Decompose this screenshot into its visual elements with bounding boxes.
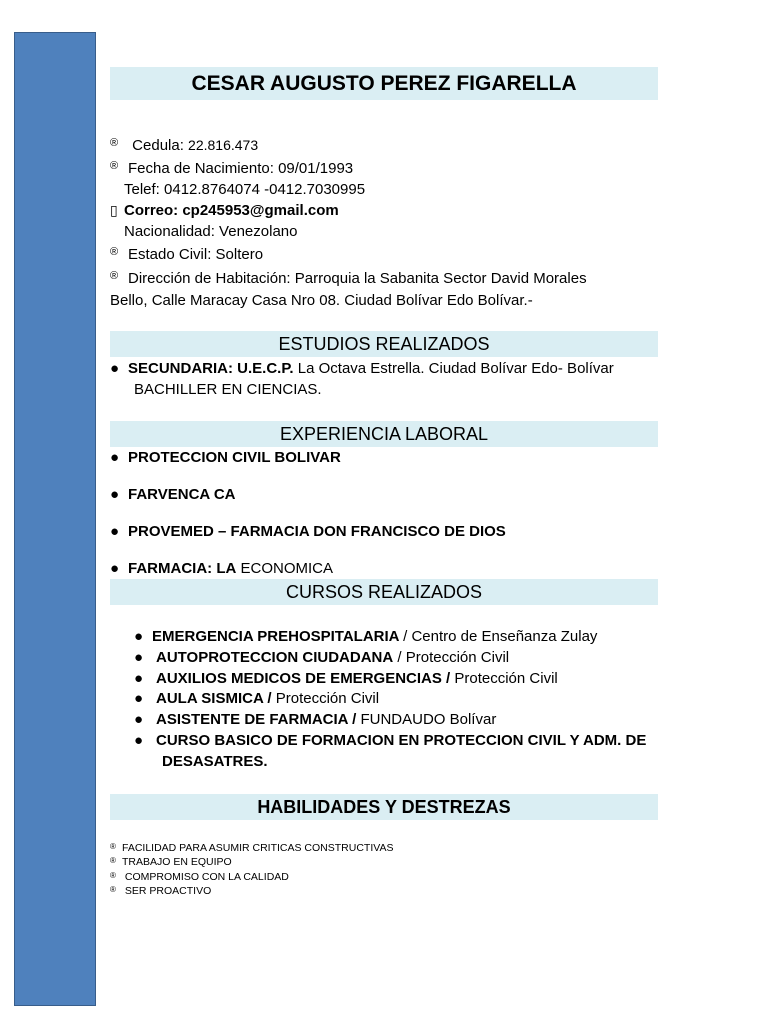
bullet-icon: ● <box>134 732 144 749</box>
cedula-line <box>110 137 258 154</box>
cedula-label: Cedula: <box>132 137 184 154</box>
skill-text: TRABAJO EN EQUIPO <box>122 856 232 868</box>
course-item-rest: FUNDAUDO Bolívar <box>356 711 497 728</box>
course-item-bold: AUXILIOS MEDICOS DE EMERGENCIAS / <box>156 670 451 687</box>
skill-item <box>110 842 394 854</box>
skill-text: COMPROMISO CON LA CALIDAD <box>122 871 289 883</box>
registered-icon: ® <box>110 885 116 894</box>
course-item-bold: ASISTENTE DE FARMACIA / <box>156 711 357 728</box>
course-item <box>134 670 558 687</box>
address-line-1 <box>110 270 587 287</box>
bullet-icon: ● <box>134 711 144 728</box>
skill-item <box>110 885 211 897</box>
phone-line <box>110 181 365 198</box>
course-item <box>134 690 379 707</box>
civil-text: Estado Civil: Soltero <box>128 246 264 263</box>
studies-school: La Octava Estrella. Ciudad Bolívar Edo- Bolívar <box>293 360 614 377</box>
course-item-rest: Protección Civil <box>450 670 558 687</box>
skill-text: FACILIDAD PARA ASUMIR CRITICAS CONSTRUCTIVAS <box>122 842 394 854</box>
course-item-bold: AUTOPROTECCION CIUDADANA <box>156 649 394 666</box>
experience-item <box>110 523 506 540</box>
bullet-icon: ● <box>110 560 120 577</box>
registered-icon: ® <box>110 246 119 258</box>
studies-line <box>110 360 614 377</box>
bullet-icon: ● <box>134 690 144 707</box>
registered-icon: ® <box>110 160 119 172</box>
birth-line <box>110 160 353 177</box>
email-icon: ▯ <box>110 202 118 218</box>
bullet-icon: ● <box>134 670 144 687</box>
course-continuation: DESASATRES. <box>162 753 268 770</box>
section-title-skills: HABILIDADES Y DESTREZAS <box>110 794 658 820</box>
course-item-bold: EMERGENCIA PREHOSPITALARIA <box>152 628 404 645</box>
bullet-icon: ● <box>134 649 144 666</box>
studies-degree: BACHILLER EN CIENCIAS. <box>134 381 322 398</box>
email-line <box>110 202 339 219</box>
civil-line <box>110 246 263 263</box>
registered-icon: ® <box>110 137 119 149</box>
experience-item-rest: ECONOMICA <box>236 560 334 577</box>
skill-item <box>110 856 232 868</box>
bullet-icon: ● <box>110 449 120 466</box>
nationality-line <box>110 223 297 240</box>
registered-icon: ® <box>110 856 116 865</box>
course-item <box>134 649 509 666</box>
sidebar-accent-bar <box>14 32 96 1006</box>
phone-text: Telef: 0412.8764074 -0412.7030995 <box>124 181 366 198</box>
studies-label: SECUNDARIA: U.E.C.P. <box>128 360 294 377</box>
address-text-1: Dirección de Habitación: Parroquia la Sabanita Sector David Morales <box>128 270 587 287</box>
course-item-bold: CURSO BASICO DE FORMACION EN PROTECCION CIVIL Y ADM. DE <box>156 732 647 749</box>
experience-item <box>110 486 236 503</box>
bullet-icon: ● <box>110 486 120 503</box>
cedula-value: 22.816.473 <box>188 137 259 153</box>
experience-item <box>110 449 341 466</box>
course-item <box>134 628 597 645</box>
experience-item-bold: FARVENCA CA <box>128 486 236 503</box>
experience-item-bold: FARMACIA: LA <box>128 560 237 577</box>
experience-item <box>110 560 333 577</box>
course-item <box>134 732 646 749</box>
section-title-studies: ESTUDIOS REALIZADOS <box>110 331 658 357</box>
course-item-bold: AULA SISMICA / <box>156 690 272 707</box>
registered-icon: ® <box>110 842 116 851</box>
nationality-text: Nacionalidad: Venezolano <box>124 223 298 240</box>
page-title: CESAR AUGUSTO PEREZ FIGARELLA <box>110 67 658 100</box>
registered-icon: ® <box>110 871 116 880</box>
experience-item-bold: PROTECCION CIVIL BOLIVAR <box>128 449 341 466</box>
address-line-2: Bello, Calle Maracay Casa Nro 08. Ciudad Bolívar Edo Bolívar.- <box>110 292 533 309</box>
section-title-experience: EXPERIENCIA LABORAL <box>110 421 658 447</box>
birth-text: Fecha de Nacimiento: 09/01/1993 <box>128 160 354 177</box>
experience-item-bold: PROVEMED – FARMACIA DON FRANCISCO DE DIOS <box>128 523 506 540</box>
course-item-rest: Protección Civil <box>271 690 380 707</box>
registered-icon: ® <box>110 270 119 282</box>
course-item <box>134 711 496 728</box>
section-title-courses: CURSOS REALIZADOS <box>110 579 658 605</box>
bullet-icon: ● <box>110 523 120 540</box>
bullet-icon: ● <box>134 628 144 645</box>
skill-text: SER PROACTIVO <box>122 885 212 897</box>
course-item-rest: / Centro de Enseñanza Zulay <box>403 628 598 645</box>
skill-item <box>110 871 289 883</box>
email-text[interactable]: Correo: cp245953@gmail.com <box>124 202 339 219</box>
bullet-icon: ● <box>110 360 120 377</box>
course-item-rest: / Protección Civil <box>393 649 510 666</box>
